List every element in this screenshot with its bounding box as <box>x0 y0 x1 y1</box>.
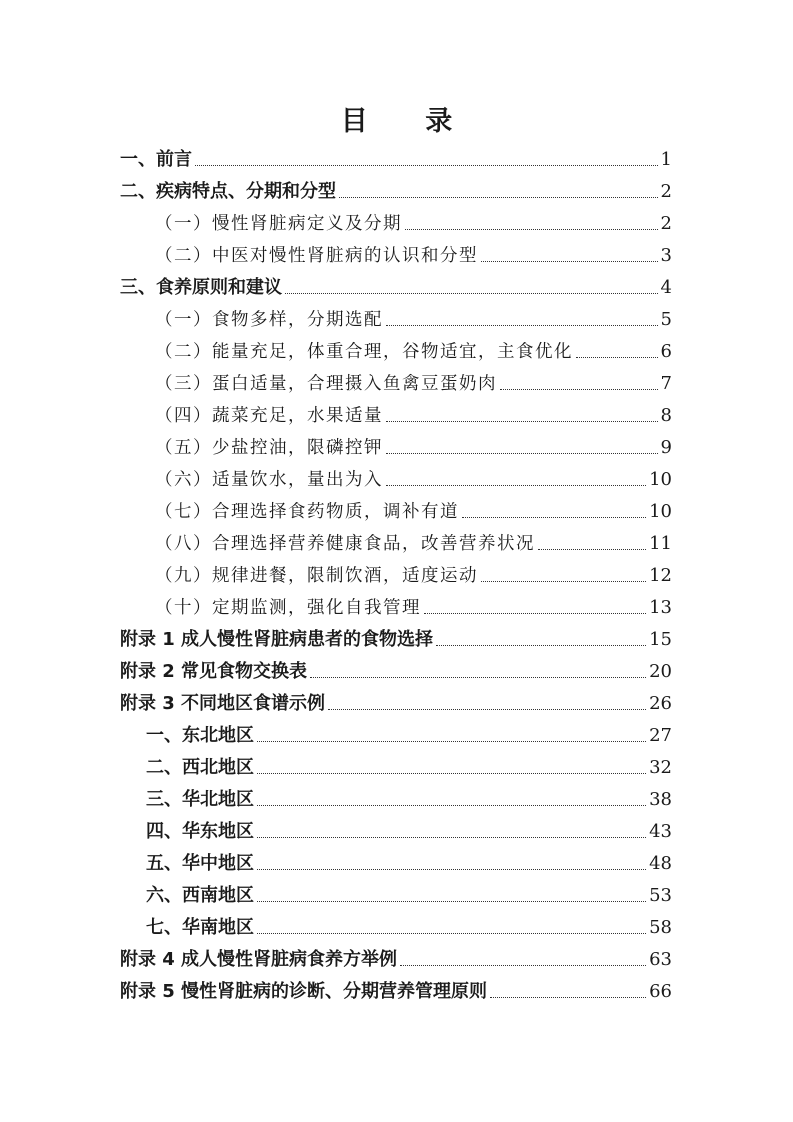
toc-entry-page-number: 20 <box>649 661 672 682</box>
toc-entry-page-number: 10 <box>649 501 672 522</box>
toc-entry-page-number: 63 <box>649 949 672 970</box>
toc-entry-page-number: 7 <box>660 373 672 394</box>
toc-entry-label: （三）蛋白适量，合理摄入鱼禽豆蛋奶肉 <box>155 374 497 394</box>
dot-leader <box>424 613 646 614</box>
dot-leader <box>386 453 658 454</box>
toc-entry[interactable] <box>155 591 672 619</box>
dot-leader <box>257 869 646 870</box>
dot-leader <box>339 197 658 198</box>
toc-entry[interactable] <box>146 815 672 843</box>
toc-entry-label: 一、前言 <box>120 149 192 170</box>
dot-leader <box>386 421 658 422</box>
dot-leader <box>576 357 658 358</box>
toc-entry[interactable] <box>146 719 672 747</box>
toc-entry-label: 三、食养原则和建议 <box>120 277 282 298</box>
toc-entry-page-number: 4 <box>660 277 672 298</box>
toc-entry-label: 三、华北地区 <box>146 789 254 810</box>
toc-entry-label: 二、疾病特点、分期和分型 <box>120 181 336 202</box>
toc-entry-page-number: 26 <box>649 693 672 714</box>
toc-entry-label: 六、西南地区 <box>146 885 254 906</box>
toc-entry-page-number: 10 <box>649 469 672 490</box>
dot-leader <box>490 997 646 998</box>
toc-entry[interactable] <box>155 303 672 331</box>
toc-entry-label: 七、华南地区 <box>146 917 254 938</box>
dot-leader <box>257 901 646 902</box>
dot-leader <box>195 165 658 166</box>
toc-entry[interactable] <box>120 143 672 171</box>
toc-entry[interactable] <box>155 239 672 267</box>
toc-entry-label: 附录 1 成人慢性肾脏病患者的食物选择 <box>120 629 434 650</box>
toc-entry-page-number: 2 <box>660 213 672 234</box>
toc-entry[interactable] <box>146 911 672 939</box>
toc-entry[interactable] <box>120 687 672 715</box>
toc-entry[interactable] <box>146 751 672 779</box>
toc-entry[interactable] <box>146 783 672 811</box>
dot-leader <box>500 389 658 390</box>
toc-entry-label: （一）慢性肾脏病定义及分期 <box>155 214 402 234</box>
dot-leader <box>386 485 646 486</box>
toc-entry-label: 附录 4 成人慢性肾脏病食养方举例 <box>120 949 398 970</box>
toc-entry-page-number: 11 <box>649 533 672 554</box>
toc-entry[interactable] <box>120 271 672 299</box>
toc-entry-page-number: 2 <box>660 181 672 202</box>
toc-entry-label: 附录 3 不同地区食谱示例 <box>120 693 326 714</box>
toc-entry-label: 二、西北地区 <box>146 757 254 778</box>
dot-leader <box>285 293 658 294</box>
toc-entry[interactable] <box>146 847 672 875</box>
toc-entry[interactable] <box>120 655 672 683</box>
toc-entry-label: （二）中医对慢性肾脏病的认识和分型 <box>155 246 478 266</box>
dot-leader <box>538 549 646 550</box>
toc-entry-label: （五）少盐控油，限磷控钾 <box>155 438 383 458</box>
dot-leader <box>257 741 646 742</box>
toc-entry-page-number: 15 <box>649 629 672 650</box>
toc-entry-page-number: 27 <box>649 725 672 746</box>
dot-leader <box>257 773 646 774</box>
dot-leader <box>400 965 646 966</box>
toc-entry-page-number: 12 <box>649 565 672 586</box>
toc-entry-label: （八）合理选择营养健康食品，改善营养状况 <box>155 534 535 554</box>
toc-entry-page-number: 9 <box>660 437 672 458</box>
toc-entry[interactable] <box>120 623 672 651</box>
toc-entry-page-number: 58 <box>649 917 672 938</box>
dot-leader <box>436 645 646 646</box>
toc-entry-page-number: 66 <box>649 981 672 1002</box>
toc-entry-page-number: 5 <box>660 309 672 330</box>
toc-entry-page-number: 48 <box>649 853 672 874</box>
dot-leader <box>386 325 658 326</box>
dot-leader <box>481 261 658 262</box>
toc-entry-label: 五、华中地区 <box>146 853 254 874</box>
toc-entry-label: （四）蔬菜充足，水果适量 <box>155 406 383 426</box>
toc-entry-page-number: 13 <box>649 597 672 618</box>
toc-entry-label: （一）食物多样，分期选配 <box>155 310 383 330</box>
dot-leader <box>257 837 646 838</box>
toc-entry-label: 附录 2 常见食物交换表 <box>120 661 308 682</box>
toc-entry-label: （二）能量充足，体重合理，谷物适宜，主食优化 <box>155 342 573 362</box>
toc-entry[interactable] <box>155 431 672 459</box>
dot-leader <box>481 581 646 582</box>
toc-entry[interactable] <box>155 367 672 395</box>
toc-entry[interactable] <box>120 975 672 1003</box>
toc-entry[interactable] <box>155 207 672 235</box>
toc-entry[interactable] <box>146 879 672 907</box>
toc-entry[interactable] <box>120 943 672 971</box>
toc-entry-page-number: 32 <box>649 757 672 778</box>
toc-entry-label: 一、东北地区 <box>146 725 254 746</box>
dot-leader <box>310 677 646 678</box>
toc-entry-page-number: 53 <box>649 885 672 906</box>
toc-entry-page-number: 3 <box>660 245 672 266</box>
toc-entry[interactable] <box>155 399 672 427</box>
toc-entry-page-number: 1 <box>660 149 672 170</box>
toc-entry-label: 附录 5 慢性肾脏病的诊断、分期营养管理原则 <box>120 981 488 1002</box>
toc-entry-page-number: 6 <box>660 341 672 362</box>
toc-entry-page-number: 38 <box>649 789 672 810</box>
toc-entry-page-number: 43 <box>649 821 672 842</box>
page-title: 目 录 <box>340 106 477 137</box>
toc-entry-page-number: 8 <box>660 405 672 426</box>
toc-entry[interactable] <box>155 527 672 555</box>
toc-entry[interactable] <box>155 463 672 491</box>
toc-entry[interactable] <box>155 495 672 523</box>
toc-entry[interactable] <box>155 559 672 587</box>
dot-leader <box>328 709 646 710</box>
toc-entry-label: 四、华东地区 <box>146 821 254 842</box>
dot-leader <box>405 229 658 230</box>
toc-entry[interactable] <box>155 335 672 363</box>
dot-leader <box>257 933 646 934</box>
toc-entry-label: （六）适量饮水，量出为入 <box>155 470 383 490</box>
toc-entry-label: （七）合理选择食药物质，调补有道 <box>155 502 459 522</box>
dot-leader <box>462 517 646 518</box>
toc-entry-label: （九）规律进餐，限制饮酒，适度运动 <box>155 566 478 586</box>
dot-leader <box>257 805 646 806</box>
toc-entry[interactable] <box>120 175 672 203</box>
toc-entry-label: （十）定期监测，强化自我管理 <box>155 598 421 618</box>
